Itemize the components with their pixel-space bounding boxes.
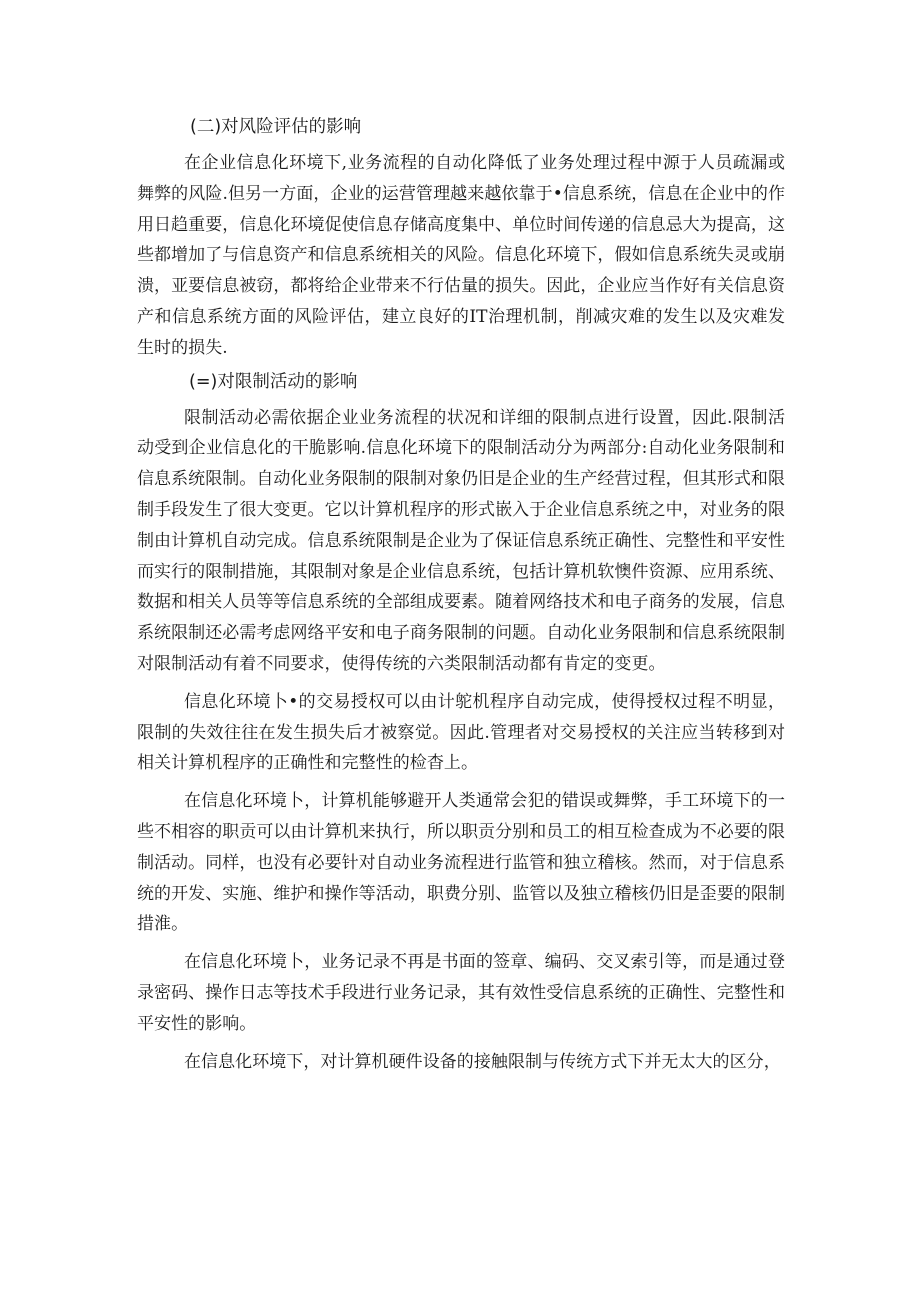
paragraph-control-activities-intro: 限制活动必需依据企业业务流程的状况和详细的限制点进行设置，因此.限制活动受到企业信息化的干脆影响.信息化环境下的限制活动分为两部分:自动化业务限制和信息系统限制。自动化业务限制的限制对象仍旧是企业的生产经营过程，但其形式和限制手段发生了很大变更。它以计算机程序的形式嵌入于企业信息系统之中，对业务的限制由计算机自动完成。信息系统限制是企业为了保证信息系统正确性、完整性和平安性而实行的限制措施，其限制对象是企业信息系统，包括计算机软懊件资源、应用系统、数据和相关人员等等信息系统的全部组成要素。随着网络技术和电子商务的发展，信息系统限制还必需考虑网络平安和电子商务限制的问题。自动化业务限制和信息系统限制对限制活动有着不同要求，使得传统的六类限制活动都有肯定的变更。	[137, 407, 785, 674]
document-body	[137, 113, 785, 1077]
paragraph-risk-assessment: 在企业信息化环境下,业务流程的自动化降低了业务处理过程中源于人员疏漏或舞弊的风险.但另一方面，企业的运营管理越来越依靠于•信息系统，信息在企业中的作用日趋重要，信息化环境促使信息存储高度集中、单位时间传递的信息忌大为提高，这些都增加了与信息资产和信息系统相关的风险。信息化环境下，假如信息系统失灵或崩溃，亚要信息被窃，都将给企业带来不行估量的损失。因此，企业应当作好有关信息资产和信息系统方面的风险评估，建立良好的IT治理机制，削减灾难的发生以及灾难发生时的损失.	[137, 153, 785, 358]
section-heading-control-activities: (=)对限制活动的影响	[189, 371, 358, 392]
paragraph-business-records: 在信息化环境卜，业务记录不再是书面的签章、编码、交叉索引等，而是通过登录密码、操作日志等技术手段进行业务记录，其有效性受信息系统的正确性、完整性和平安性的影响。	[137, 952, 785, 1034]
paragraph-segregation-of-duties: 在信息化环境卜，计算机能够避开人类通常会犯的错误或舞弊，手工环境下的一些不相容的职贡可以由计算机来执行，所以职贡分别和员工的相互检查成为不必要的限制活动。同样，也没有必要针对自动业务流程进行监管和独立稽核。然而，对于信息系统的开发、实施、维护和操作等活动，职费分别、监管以及独立稽核仍旧是歪要的限制措淮。	[137, 791, 785, 935]
paragraph-transaction-authorization: 信息化环境卜•的交易授权可以由计鸵机程序自动完成，使得授权过程不明显，限制的失效往往在发生损失后才被察觉。因此.管理者对交易授权的关注应当转移到对相关计算机程序的正确性和完整性的检杳上。	[137, 691, 785, 774]
section-heading-risk-assessment: (二)对风险评估的影响	[190, 117, 362, 137]
paragraph-hardware-access-control: 在信息化环境下，对计算机硬件设备的接触限制与传统方式下并无太大的区分，	[184, 1051, 781, 1072]
